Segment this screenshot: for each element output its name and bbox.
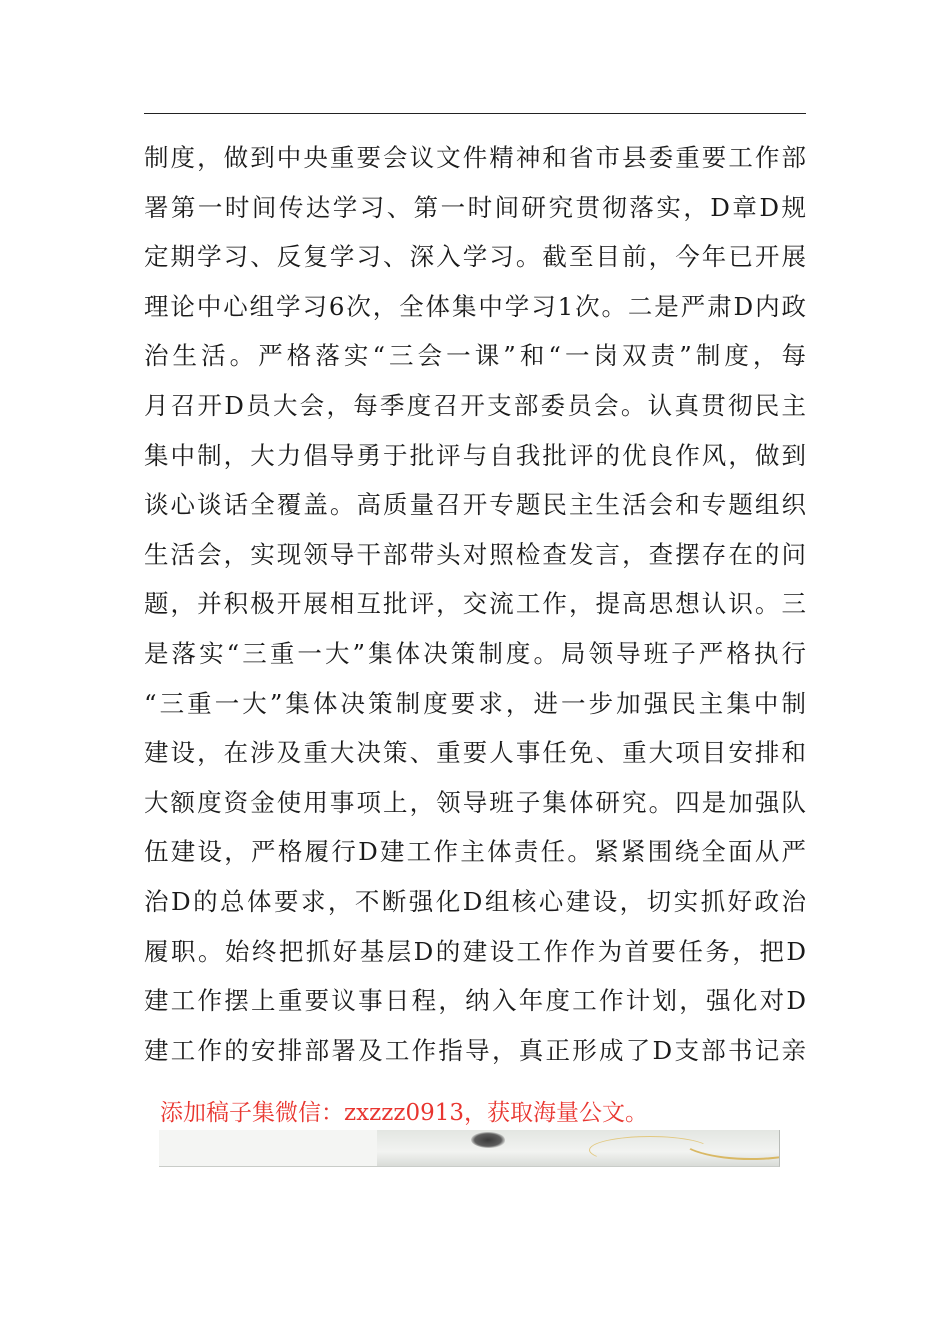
- text-line: 大额度资金使用事项上，领导班子集体研究。四是加强队: [144, 787, 806, 817]
- text-line: “三重一大”集体决策制度要求，进一步加强民主集中制: [144, 688, 806, 718]
- text-line: 题，并积极开展相互批评，交流工作，提高思想认识。三: [144, 589, 806, 619]
- text-line: 定期学习、反复学习、深入学习。截至目前，今年已开展: [144, 242, 806, 272]
- banner-left-panel: [159, 1130, 377, 1166]
- text-line: 生活会，实现领导干部带头对照检查发言，查摆存在的问: [144, 539, 806, 569]
- text-line: 建工作摆上重要议事日程，纳入年度工作计划，强化对D: [144, 986, 806, 1016]
- text-line: 履职。始终把抓好基层D的建设工作作为首要任务，把D: [144, 936, 806, 966]
- text-line: 伍建设，严格履行D建工作主体责任。紧紧围绕全面从严: [144, 837, 806, 867]
- text-line: 月召开D员大会，每季度召开支部委员会。认真贯彻民主: [144, 390, 806, 420]
- text-line: 是落实“三重一大”集体决策制度。局领导班子严格执行: [144, 638, 806, 668]
- text-line: 建设，在涉及重大决策、重要人事任免、重大项目安排和: [144, 738, 806, 768]
- text-line: 谈心谈话全覆盖。高质量召开专题民主生活会和专题组织: [144, 490, 806, 520]
- header-rule: [144, 113, 806, 114]
- text-line: 理论中心组学习6次，全体集中学习1次。二是严肃D内政: [144, 291, 806, 321]
- ink-blot-decoration: [471, 1132, 505, 1148]
- text-line: 集中制，大力倡导勇于批评与自我批评的优良作风，做到: [144, 440, 806, 470]
- text-line: 署第一时间传达学习、第一时间研究贯彻落实，D章D规: [144, 192, 806, 222]
- text-line: 建工作的安排部署及工作指导，真正形成了D支部书记亲: [144, 1035, 806, 1065]
- decorative-banner-image: [159, 1130, 780, 1167]
- document-body: [144, 133, 806, 1075]
- promo-text: 添加稿子集微信：zxzzz0913，获取海量公文。: [160, 1100, 648, 1126]
- text-line: 治D的总体要求，不断强化D组核心建设，切实抓好政治: [144, 886, 806, 916]
- text-line: 治生活。严格落实“三会一课”和“一岗双责”制度，每: [144, 341, 806, 371]
- text-line: 制度，做到中央重要会议文件精神和省市县委重要工作部: [144, 143, 806, 172]
